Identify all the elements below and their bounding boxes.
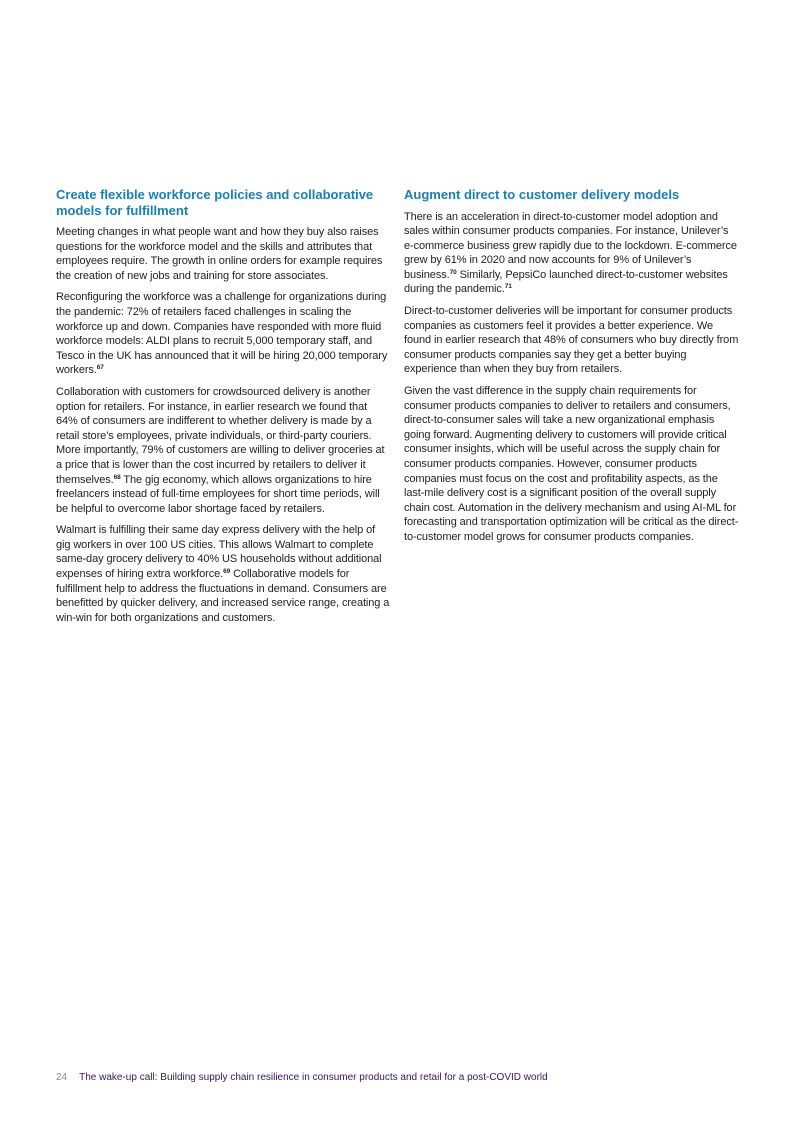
left-column <box>56 187 391 632</box>
paragraph-text: Given the vast difference in the supply chain requirements for consumer products companies to deliver to retailers and consumers, direct-to-consumer sales will take a new organizational emphasis going forward. Augmenting delivery to customers will provide critical consumer insights, which will be useful across the supply chain for consumer products companies. However, consumer products companies must focus on the cost and profitability aspects, as the last-mile delivery cost is a significant position of the overall supply chain cost. Automation in the delivery mechanism and using AI-ML for forecasting and transportation optimization will be critical as the direct-to-customer model grows for consumer products companies. <box>404 385 739 543</box>
paragraph-text-continued: Similarly, PepsiCo launched direct-to-customer websites during the pandemic. <box>404 268 728 296</box>
footnote-ref: 70 <box>449 268 457 276</box>
footnote-ref: 71 <box>504 283 512 291</box>
paragraph-text: Collaboration with customers for crowdsourced delivery is another option for retailers. For instance, in earlier research we found that 64% of consumers are indifferent to whether delivery is made by a retail store’s employees, private individuals, or third-party couriers. More importantly, 79% of customers are willing to deliver groceries at a price that is lower than the cost incurred by retailers to deliver it themselves. <box>56 385 385 486</box>
section-heading-direct-delivery: Augment direct to customer delivery models <box>404 187 680 202</box>
paragraph-text: There is an acceleration in direct-to-customer model adoption and sales within consumer products companies. For instance, Unilever’s e-commerce business grew rapidly due to the lockdown. E-commerce grew by 61% in 2020 and now accounts for 9% of Unilever’s business. <box>404 210 737 281</box>
page-footer <box>56 1071 756 1084</box>
paragraph-text-continued: Collaborative models for fulfillment help to address the fluctuations in demand. Consumers are benefitted by quicker delivery, and increased service range, creating a win-win for both organizations and customers. <box>56 568 390 624</box>
footnote-ref: 68 <box>113 473 121 481</box>
paragraph-text-continued: The gig economy, which allows organizations to hire freelancers instead of full-time employees for short time periods, will be helpful to overcome labor shortage faced by retailers. <box>56 473 380 515</box>
page-number: 24 <box>56 1072 68 1083</box>
body-paragraph <box>56 523 391 625</box>
section-heading-workforce: Create flexible workforce policies and collaborative models for fulfillment <box>56 187 374 218</box>
body-paragraph <box>56 290 391 378</box>
body-paragraph <box>404 304 739 377</box>
footnote-ref: 69 <box>223 568 231 576</box>
paragraph-text: Direct-to-customer deliveries will be important for consumer products companies as customers feel it provides a better experience. We found in earlier research that 48% of consumers who buy directly from consumer products companies say they get a better buying experience than when they buy from retailers. <box>404 305 739 376</box>
body-paragraph <box>404 210 739 298</box>
body-paragraph <box>404 384 739 545</box>
body-paragraph <box>56 385 391 516</box>
paragraph-text: Walmart is fulfilling their same day express delivery with the help of gig workers in over 100 US cities. This allows Walmart to complete same-day grocery delivery to 40% US households without additional expenses of hiring extra workforce. <box>56 524 382 581</box>
footnote-ref: 67 <box>96 364 104 372</box>
body-paragraph <box>56 225 391 283</box>
right-column <box>404 187 739 552</box>
document-title: The wake-up call: Building supply chain resilience in consumer products and retail for a post-COVID world <box>79 1072 548 1083</box>
paragraph-text: Meeting changes in what people want and how they buy also raises questions for the workforce model and the skills and attributes that employees require. The growth in online orders for example requires the creation of new jobs and training for store associates. <box>56 226 383 282</box>
paragraph-text: Reconfiguring the workforce was a challenge for organizations during the pandemic: 72% of retailers faced challenges in scaling the workforce up and down. Companies have responded with more fluid workforce models: ALDI plans to recruit 5,000 temporary staff, and Tesco in the UK has announced that it will be hiring 20,000 temporary workers. <box>56 291 388 377</box>
